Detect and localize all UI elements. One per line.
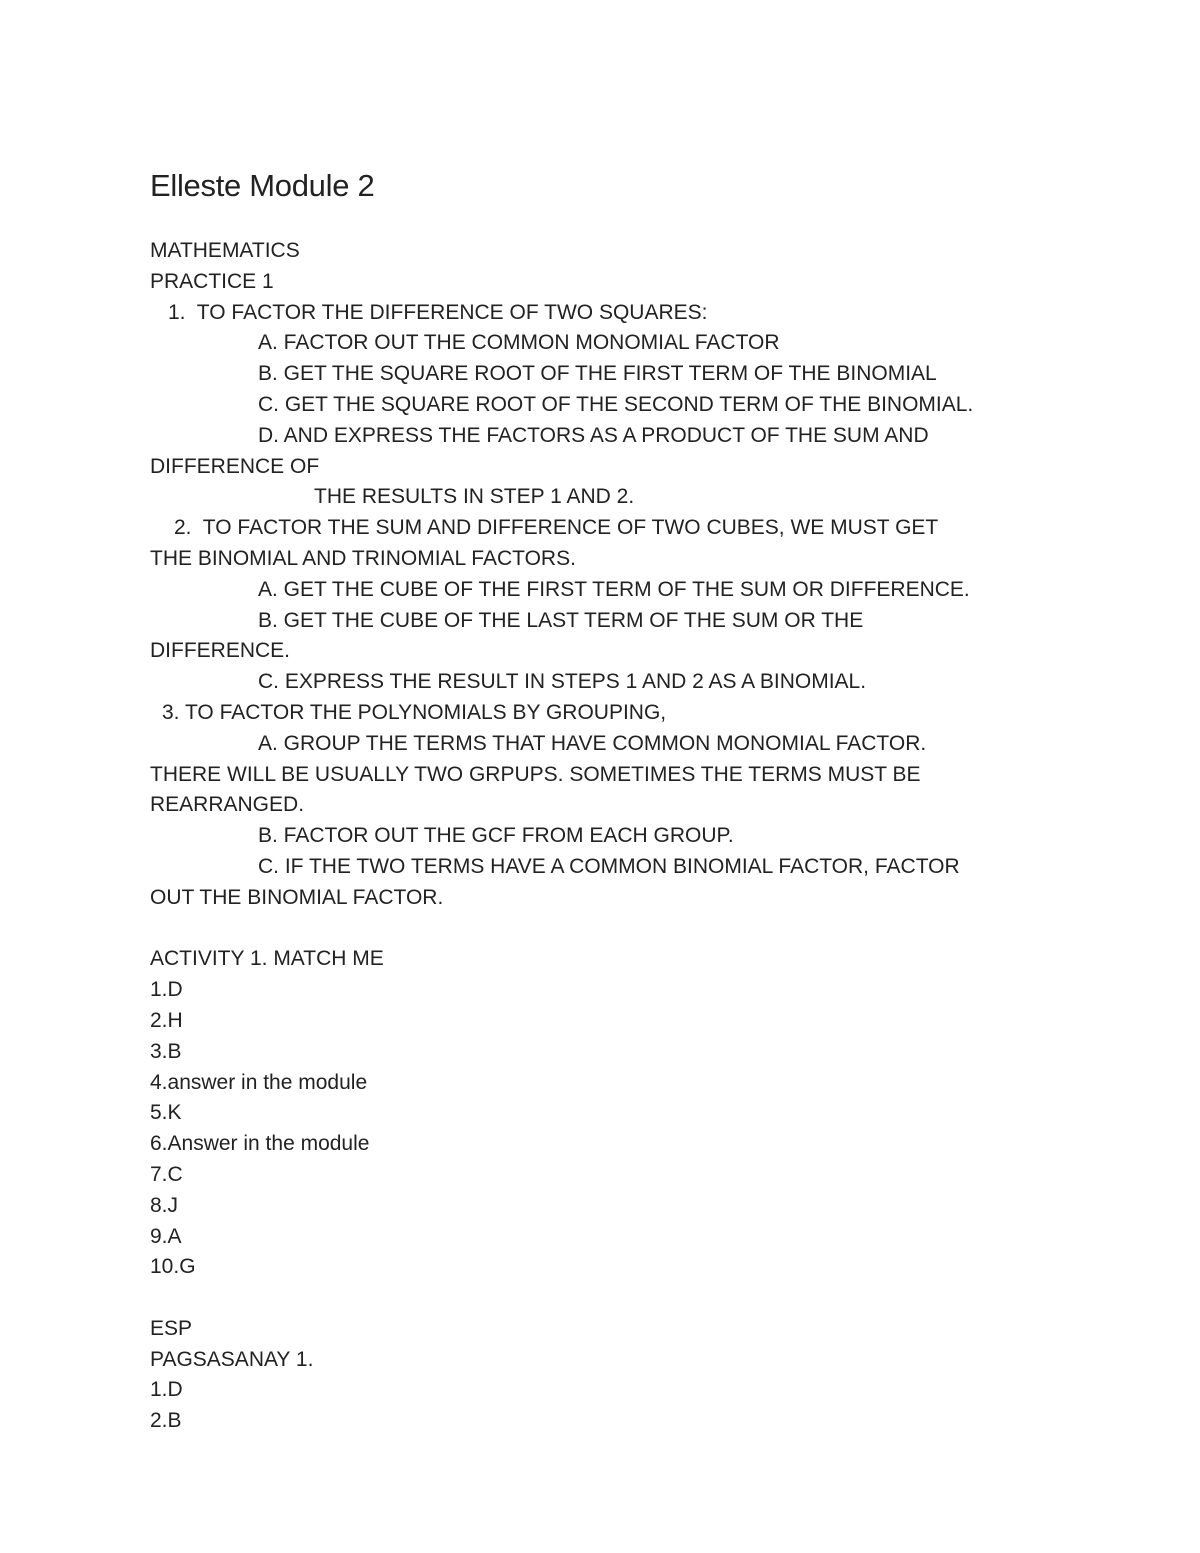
sub-item-3a-continued-2: REARRANGED.	[150, 793, 305, 817]
answer-item: 4.answer in the module	[150, 1070, 368, 1094]
sub-item-1d: D. AND EXPRESS THE FACTORS AS A PRODUCT OF THE SUM AND	[258, 423, 929, 447]
sub-item-3b: B. FACTOR OUT THE GCF FROM EACH GROUP.	[258, 824, 734, 848]
answer-item: 2.B	[150, 1409, 182, 1433]
list-item-2: 2. TO FACTOR THE SUM AND DIFFERENCE OF TWO CUBES, WE MUST GET	[174, 516, 939, 540]
blank-line	[150, 914, 1050, 945]
sub-item-2a: A. GET THE CUBE OF THE FIRST TERM OF THE SUM OR DIFFERENCE.	[258, 577, 970, 601]
answer-item: 7.C	[150, 1162, 183, 1186]
sub-item-3c: C. IF THE TWO TERMS HAVE A COMMON BINOMIAL FACTOR, FACTOR	[258, 854, 960, 878]
sub-item-1d-continued-2: THE RESULTS IN STEP 1 AND 2.	[314, 485, 635, 509]
document-body	[150, 236, 1050, 1437]
section-heading-mathematics: MATHEMATICS	[150, 239, 300, 262]
list-item-1: 1. TO FACTOR THE DIFFERENCE OF TWO SQUARES:	[168, 300, 708, 324]
sub-item-2b-continued: DIFFERENCE.	[150, 639, 291, 663]
answer-item: 2.H	[150, 1008, 183, 1032]
list-item-2-continued: THE BINOMIAL AND TRINOMIAL FACTORS.	[150, 546, 576, 570]
document-title: Elleste Module 2	[150, 168, 375, 203]
sub-item-1a: A. FACTOR OUT THE COMMON MONOMIAL FACTOR	[258, 331, 780, 355]
activity-heading: ACTIVITY 1. MATCH ME	[150, 947, 384, 971]
section-heading-esp: ESP	[150, 1316, 193, 1340]
answer-item: 5.K	[150, 1101, 182, 1125]
sub-item-1d-continued: DIFFERENCE OF	[150, 454, 320, 478]
list-item-3: 3. TO FACTOR THE POLYNOMIALS BY GROUPING,	[162, 700, 667, 724]
subheading-practice-1: PRACTICE 1	[150, 269, 274, 293]
sub-item-2b: B. GET THE CUBE OF THE LAST TERM OF THE SUM OR THE	[258, 608, 864, 632]
answer-item: 3.B	[150, 1039, 182, 1063]
sub-item-3a-continued: THERE WILL BE USUALLY TWO GRPUPS. SOMETIMES THE TERMS MUST BE	[150, 762, 921, 786]
answer-item: 1.D	[150, 978, 183, 1002]
answer-item: 9.A	[150, 1224, 182, 1248]
answer-item: 6.Answer in the module	[150, 1132, 370, 1156]
blank-line	[150, 1283, 1050, 1314]
subheading-pagsasanay-1: PAGSASANAY 1.	[150, 1347, 314, 1371]
sub-item-2c: C. EXPRESS THE RESULT IN STEPS 1 AND 2 AS A BINOMIAL.	[258, 670, 867, 694]
sub-item-3a: A. GROUP THE TERMS THAT HAVE COMMON MONOMIAL FACTOR.	[258, 731, 927, 755]
answer-item: 8.J	[150, 1193, 179, 1217]
answer-item: 1.D	[150, 1378, 183, 1402]
sub-item-1b: B. GET THE SQUARE ROOT OF THE FIRST TERM OF THE BINOMIAL	[258, 362, 937, 386]
sub-item-1c: C. GET THE SQUARE ROOT OF THE SECOND TERM OF THE BINOMIAL.	[258, 392, 974, 416]
answer-item: 10.G	[150, 1255, 196, 1279]
sub-item-3c-continued: OUT THE BINOMIAL FACTOR.	[150, 885, 444, 909]
